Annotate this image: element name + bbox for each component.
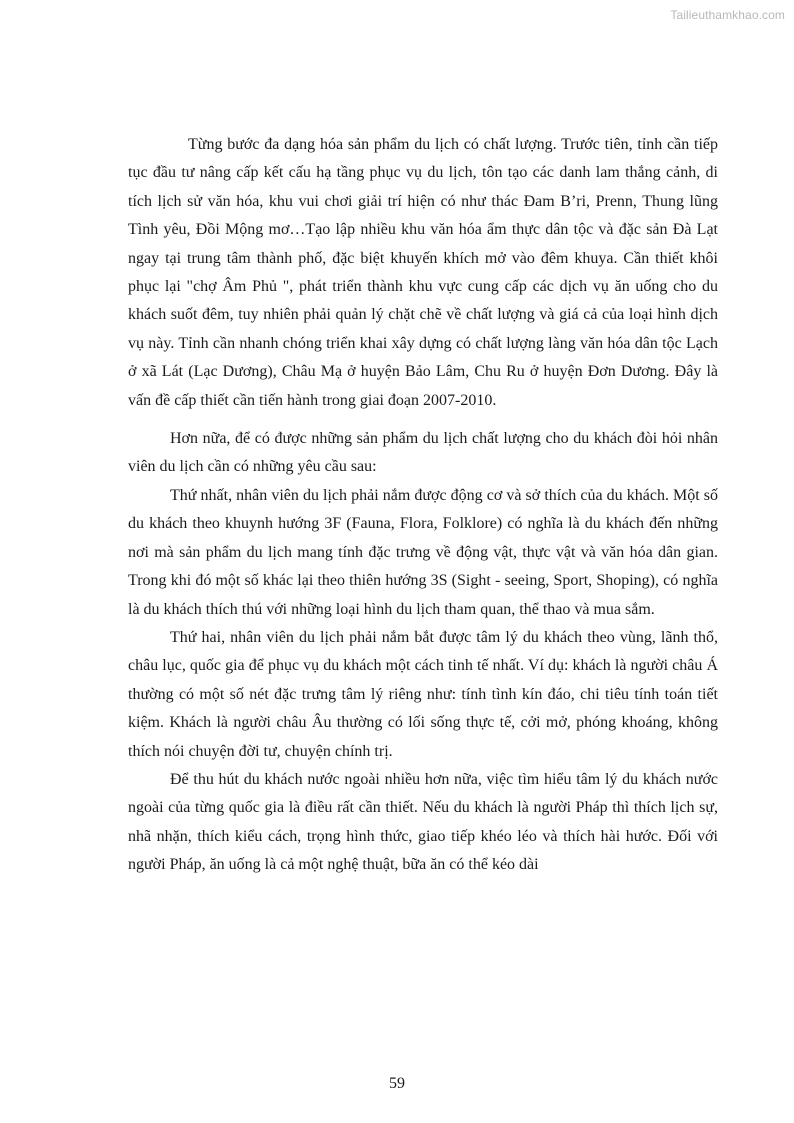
page-number: 59 — [389, 1075, 405, 1092]
paragraph-foreign-tourists: Để thu hút du khách nước ngoài nhiều hơn nữa, việc tìm hiểu tâm lý du khách nước ngoài của từng quốc gia là điều rất cần thiết. Nếu du khách là người Pháp thì thích lịch sự, nhã nhặn, thích kiểu cách, trọng hình thức, giao tiếp khéo léo và thích hài hước. Đối với người Pháp, ăn uống là cả một nghệ thuật, bữa ăn có thể kéo dài — [128, 770, 718, 874]
watermark-text: Tailieuthamkhao.com — [670, 8, 785, 22]
paragraph-product-diversification: Từng bước đa dạng hóa sản phẩm du lịch có chất lượng. Trước tiên, tỉnh cần tiếp tục đầu tư nâng cấp kết cấu hạ tầng phục vụ du lịch, tôn tạo các danh lam thắng cảnh, di tích lịch sử văn hóa, khu vui chơi giải trí hiện có như thác Đam B’ri, Prenn, Thung lũng Tình yêu, Đồi Mộng mơ…Tạo lập nhiều khu văn hóa ẩm thực dân tộc và đặc sản Đà Lạt ngay tại trung tâm thành phố, đặc biệt khuyến khích mở vào đêm khuya. Cần thiết khôi phục lại "chợ Âm Phủ ", phát triển thành khu vực cung cấp các dịch vụ ăn uống cho du khách suốt đêm, tuy nhiên phải quản lý chặt chẽ về chất lượng và giá cả của loại hình dịch vụ này. Tỉnh cần nhanh chóng triển khai xây dựng có chất lượng làng văn hóa dân tộc Lạch ở xã Lát (Lạc Dương), Châu Mạ ở huyện Bảo Lâm, Chu Ru ở huyện Đơn Dương. Đây là vấn đề cấp thiết cần tiến hành trong giai đoạn 2007-2010. — [128, 136, 718, 409]
document-body — [128, 131, 718, 880]
paragraph-second-requirement: Thứ hai, nhân viên du lịch phải nắm bắt được tâm lý du khách theo vùng, lãnh thổ, châu lục, quốc gia để phục vụ du khách một cách tinh tế nhất. Ví dụ: khách là người châu Á thường có một số nét đặc trưng tâm lý riêng như: tính tình kín đáo, chi tiêu tính toán tiết kiệm. Khách là người châu Âu thường có lối sống thực tế, cởi mở, phóng khoáng, không thích nói chuyện đời tư, chuyện chính trị. — [128, 628, 718, 760]
paragraph-first-requirement: Thứ nhất, nhân viên du lịch phải nắm được động cơ và sở thích của du khách. Một số du khách theo khuynh hướng 3F (Fauna, Flora, Folklore) có nghĩa là du khách đến những nơi mà sản phẩm du lịch mang tính đặc trưng về động vật, thực vật và văn hóa dân gian. Trong khi đó một số khác lại theo thiên hướng 3S (Sight - seeing, Sport, Shoping), có nghĩa là du khách thích thú với những loại hình du lịch tham quan, thể thao và mua sắm. — [128, 486, 718, 618]
paragraph-staff-requirements: Hơn nữa, để có được những sản phẩm du lịch chất lượng cho du khách đòi hỏi nhân viên du lịch cần có những yêu cầu sau: — [128, 430, 718, 476]
